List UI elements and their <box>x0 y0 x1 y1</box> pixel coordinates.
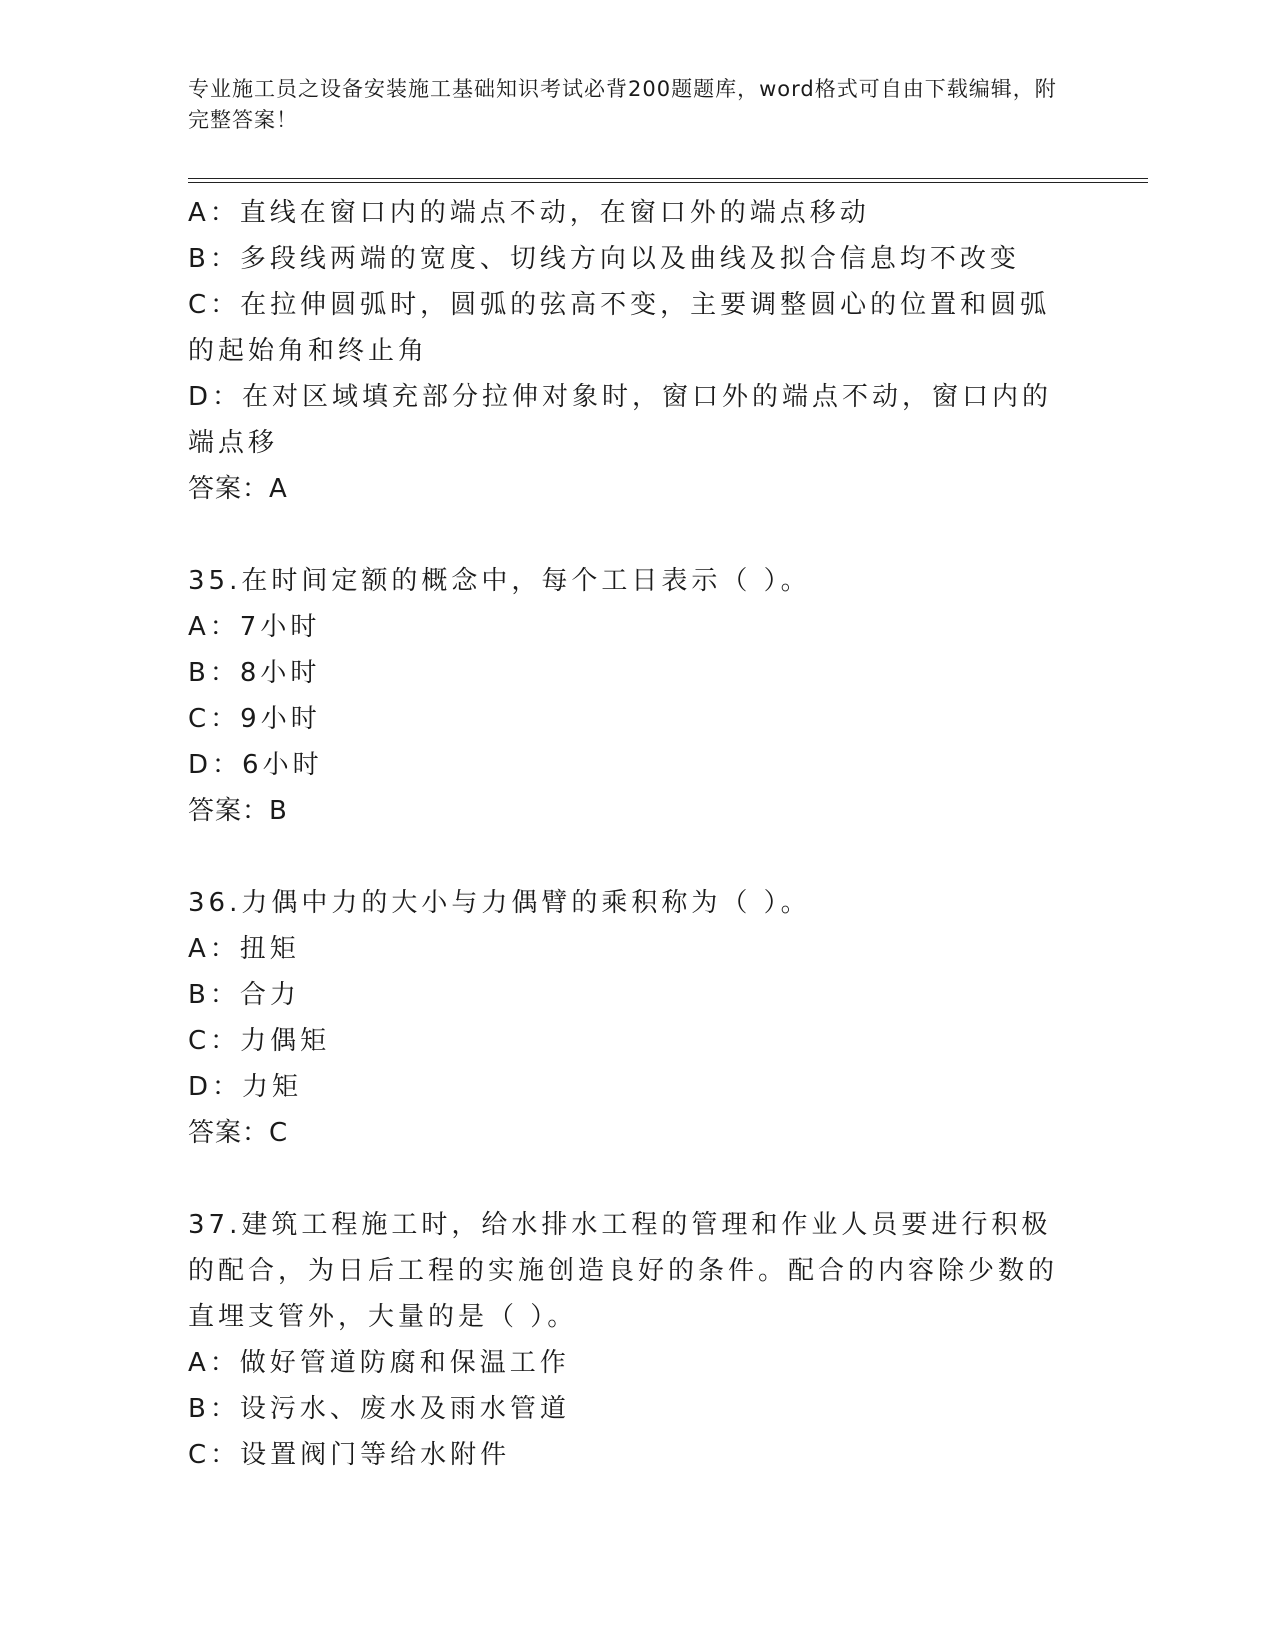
previous-question-block <box>188 190 1068 512</box>
header-divider <box>188 178 1148 183</box>
option-b: B：合力 <box>188 980 300 1010</box>
option-a: A：扭矩 <box>188 934 300 964</box>
question-36 <box>188 880 1068 1156</box>
answer: 答案：B <box>188 796 288 826</box>
question-37 <box>188 1202 1068 1478</box>
option-c: C：9小时 <box>188 704 321 734</box>
option-c: C：在拉伸圆弧时，圆弧的弦高不变，主要调整圆心的位置和圆弧的起始角和终止角 <box>188 290 1051 366</box>
option-a: A：做好管道防腐和保温工作 <box>188 1348 570 1378</box>
option-b: B：设污水、废水及雨水管道 <box>188 1394 570 1424</box>
spacer <box>188 512 1068 558</box>
spacer <box>188 1156 1068 1202</box>
option-d: D：6小时 <box>188 750 323 780</box>
option-d: D：在对区域填充部分拉伸对象时，窗口外的端点不动，窗口内的端点移 <box>188 382 1053 458</box>
option-a: A：7小时 <box>188 612 321 642</box>
document-title: 专业施工员之设备安装施工基础知识考试必背200题题库，word格式可自由下载编辑，附完整答案！ <box>188 77 1057 132</box>
question-content <box>188 190 1068 1478</box>
option-b: B：多段线两端的宽度、切线方向以及曲线及拟合信息均不改变 <box>188 244 1020 274</box>
option-d: D：力矩 <box>188 1072 303 1102</box>
answer: 答案：A <box>188 474 288 504</box>
option-c: C：设置阀门等给水附件 <box>188 1440 511 1470</box>
question-stem: 36.力偶中力的大小与力偶臂的乘积称为（ ）。 <box>188 888 811 918</box>
option-a: A：直线在窗口内的端点不动，在窗口外的端点移动 <box>188 198 870 228</box>
question-stem: 37.建筑工程施工时，给水排水工程的管理和作业人员要进行积极的配合，为日后工程的实施创造良好的条件。配合的内容除少数的直埋支管外，大量的是（ ）。 <box>188 1210 1059 1332</box>
spacer <box>188 834 1068 880</box>
answer: 答案：C <box>188 1118 289 1148</box>
option-b: B：8小时 <box>188 658 321 688</box>
option-c: C：力偶矩 <box>188 1026 331 1056</box>
page-header <box>188 74 1068 136</box>
question-stem: 35.在时间定额的概念中，每个工日表示（ ）。 <box>188 566 811 596</box>
question-35 <box>188 558 1068 834</box>
